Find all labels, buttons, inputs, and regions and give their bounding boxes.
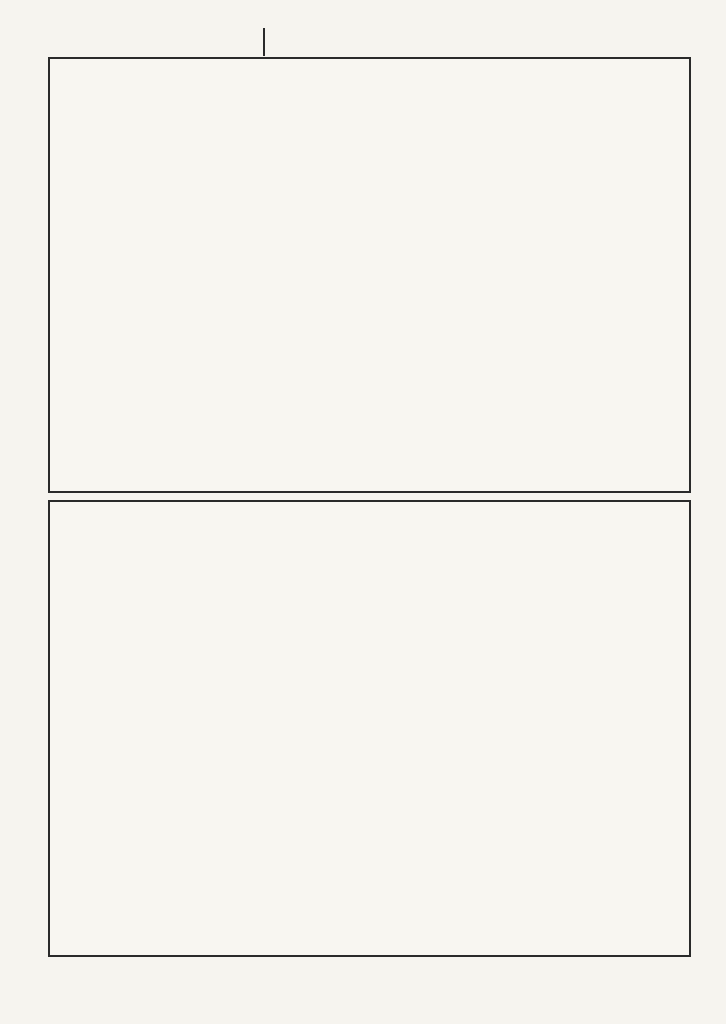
printers-registration-mark bbox=[263, 28, 265, 56]
roster-table-top bbox=[48, 57, 691, 493]
roster-table-bottom bbox=[48, 500, 691, 957]
